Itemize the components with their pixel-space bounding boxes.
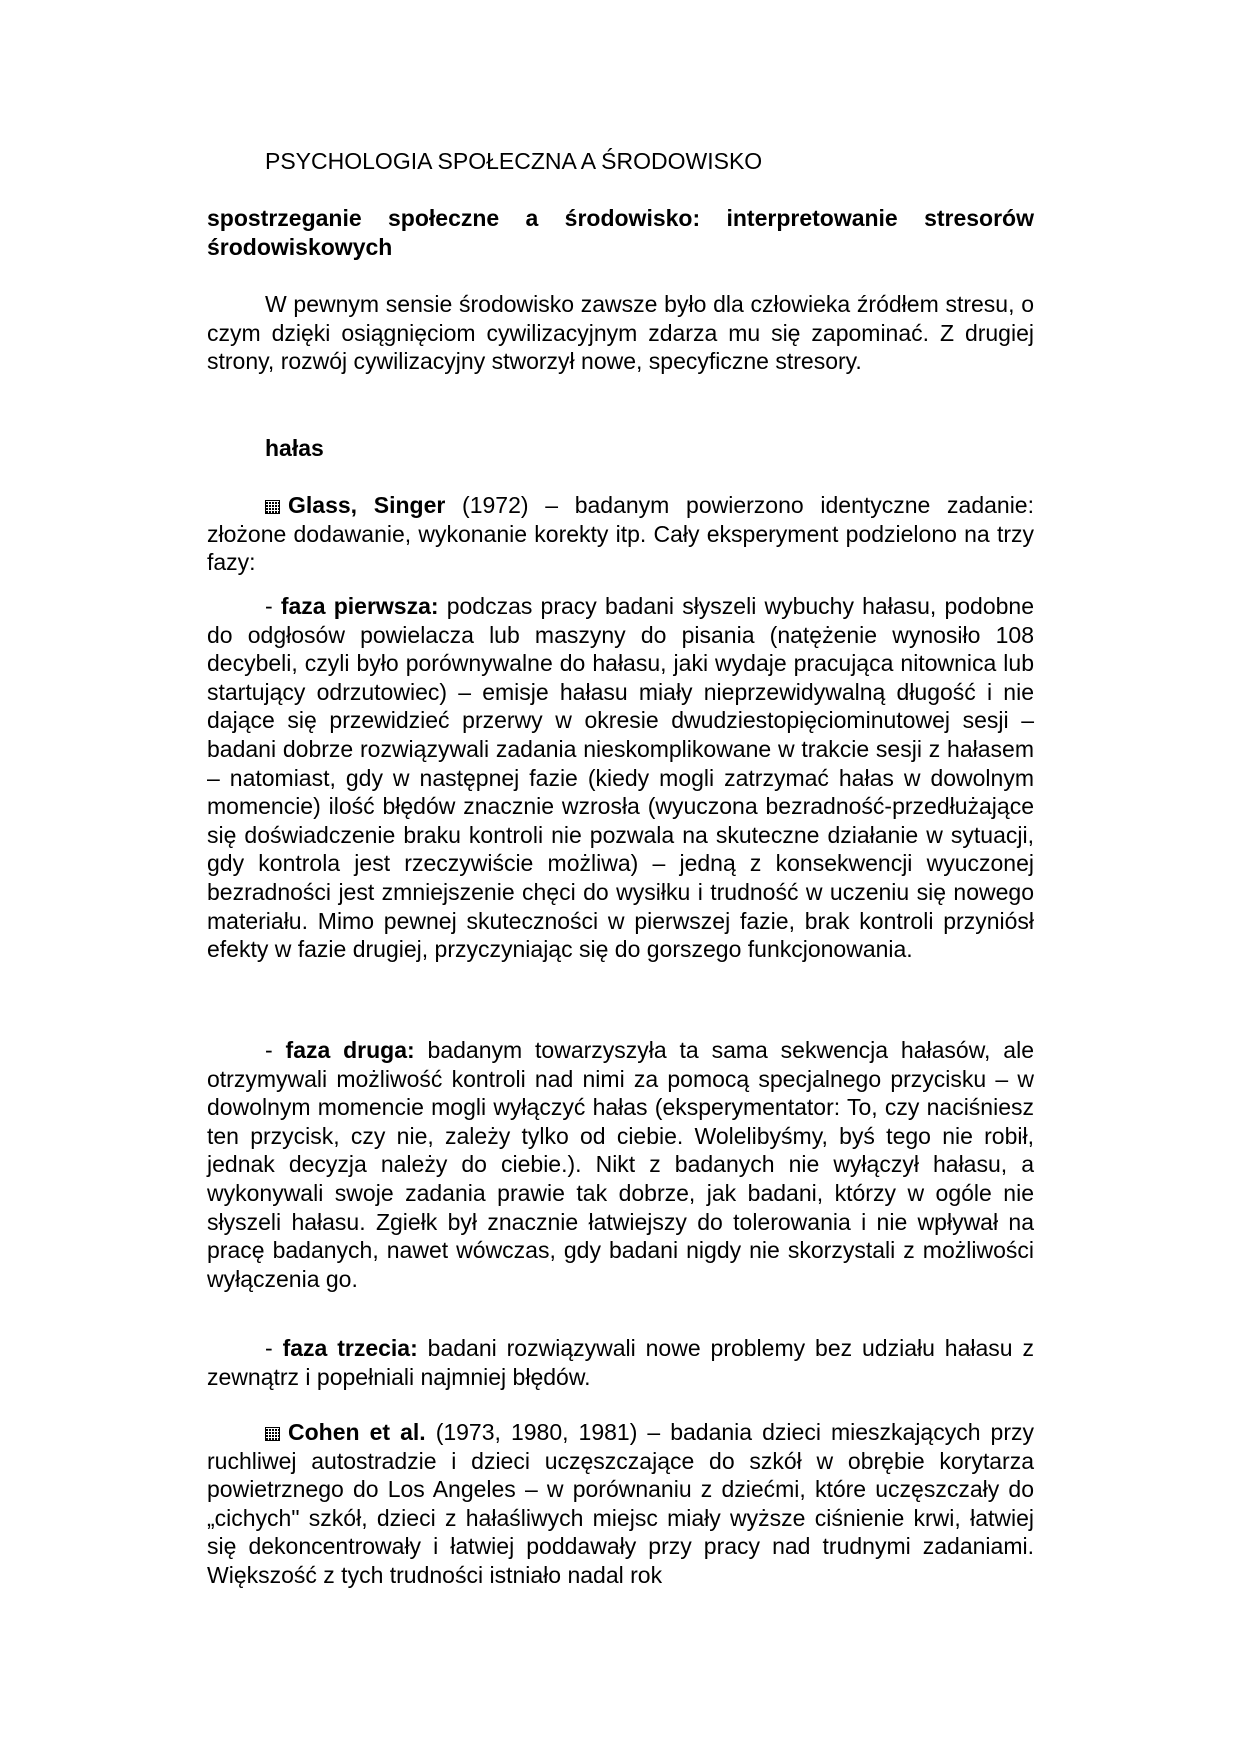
cohen-authors: Cohen et al. (288, 1419, 426, 1445)
phase-text: badanym towarzyszyła ta sama sekwencja hałasów, ale otrzymywali możliwość kontroli nad nimi za pomocą specjalnego przycisku – w dowolnym momencie mogli wyłączyć hałas (eksperymentator: To, czy naciśniesz ten przycisk, czy nie, zależy tylko od ciebie. Wolelibyśmy, byś tego nie robił, jednak decyzja należy do ciebie.). Nikt z badanych nie wyłączył hałasu, a wykonywali swoje zadania prawie tak dobrze, jak badani, którzy w ogóle nie słyszeli hałasu. Zgiełk był znacznie łatwiejszy do tolerowania i nie wpływał na pracę badanych, nawet wówczas, gdy badani nigdy nie skorzystali z możliwości wyłączenia go. (207, 1037, 1034, 1292)
phase-text: badani rozwiązywali nowe problemy bez udziału hałasu z zewnątrz i popełniali najmniej błędów. (207, 1335, 1034, 1390)
document-page (207, 0, 1034, 1754)
dash-marker: - (265, 593, 281, 619)
section-heading: hałas (265, 435, 324, 461)
document-title: PSYCHOLOGIA SPOŁECZNA A ŚRODOWISKO (265, 148, 763, 174)
cohen-paragraph (207, 1418, 1034, 1590)
glass-authors: Glass, Singer (288, 492, 446, 518)
phase-item (207, 592, 1034, 964)
intro-paragraph: W pewnym sensie środowisko zawsze było dla człowieka źródłem stresu, o czym dzięki osiągnięciom cywilizacyjnym zdarza mu się zapominać. Z drugiej strony, rozwój cywilizacyjny stworzył nowe, specyficzne stresory. (207, 291, 1034, 375)
glass-singer-paragraph (207, 491, 1034, 577)
phase-text: podczas pracy badani słyszeli wybuchy hałasu, podobne do odgłosów powielacza lub maszyny do pisania (natężenie wynosiło 108 decybeli, czyli było porównywalne do hałasu, jaki wydaje pracująca nitownica lub startujący odrzutowiec) – emisje hałasu miały nieprzewidywalną długość i nie dające się przewidzieć przerwy w okresie dwudziestopięciominutowej sesji – badani dobrze rozwiązywali zadania nieskomplikowane w trakcie sesji z hałasem – natomiast, gdy w następnej fazie (kiedy mogli zatrzymać hałas w dowolnym momencie) ilość błędów znacznie wzrosła (wyuczona bezradność-przedłużające się doświadczenie braku kontroli nie pozwala na skuteczne działanie w sytuacji, gdy kontrola jest rzeczywiście możliwa) – jedną z konsekwencji wyuczonej bezradności jest zmniejszenie chęci do wysiłku i trudność w uczeniu się nowego materiału. Mimo pewnej skuteczności w pierwszej fazie, brak kontroli przyniósł efekty w fazie drugiej, przyczyniając się do gorszego funkcjonowania. (207, 593, 1034, 963)
phase-label: faza pierwsza: (280, 593, 439, 619)
grid-bullet-icon (265, 500, 280, 514)
dash-marker: - (265, 1037, 286, 1063)
phase-item (207, 1036, 1034, 1293)
glass-text: (1972) – badanym powierzono identyczne zadanie: złożone dodawanie, wykonanie korekty itp. Cały eksperyment podzielono na trzy fazy: (207, 492, 1034, 576)
phase-label: faza druga: (285, 1037, 415, 1063)
phase-item (207, 1334, 1034, 1391)
section-subtitle: spostrzeganie społeczne a środowisko: interpretowanie stresorów środowiskowych (207, 205, 1034, 260)
dash-marker: - (265, 1335, 283, 1361)
cohen-text: (1973, 1980, 1981) – badania dzieci mieszkających przy ruchliwej autostradzie i dzieci uczęszczające do szkół w obrębie korytarza powietrznego do Los Angeles – w porównaniu z dziećmi, które uczęszczały do „cichych" szkół, dzieci z hałaśliwych miejsc miały wyższe ciśnienie krwi, łatwiej się dekoncentrowały i łatwiej poddawały przy pracy nad trudnymi zadaniami. Większość z tych trudności istniało nadal rok (207, 1419, 1034, 1588)
grid-bullet-icon (265, 1427, 280, 1441)
phase-label: faza trzecia: (282, 1335, 418, 1361)
